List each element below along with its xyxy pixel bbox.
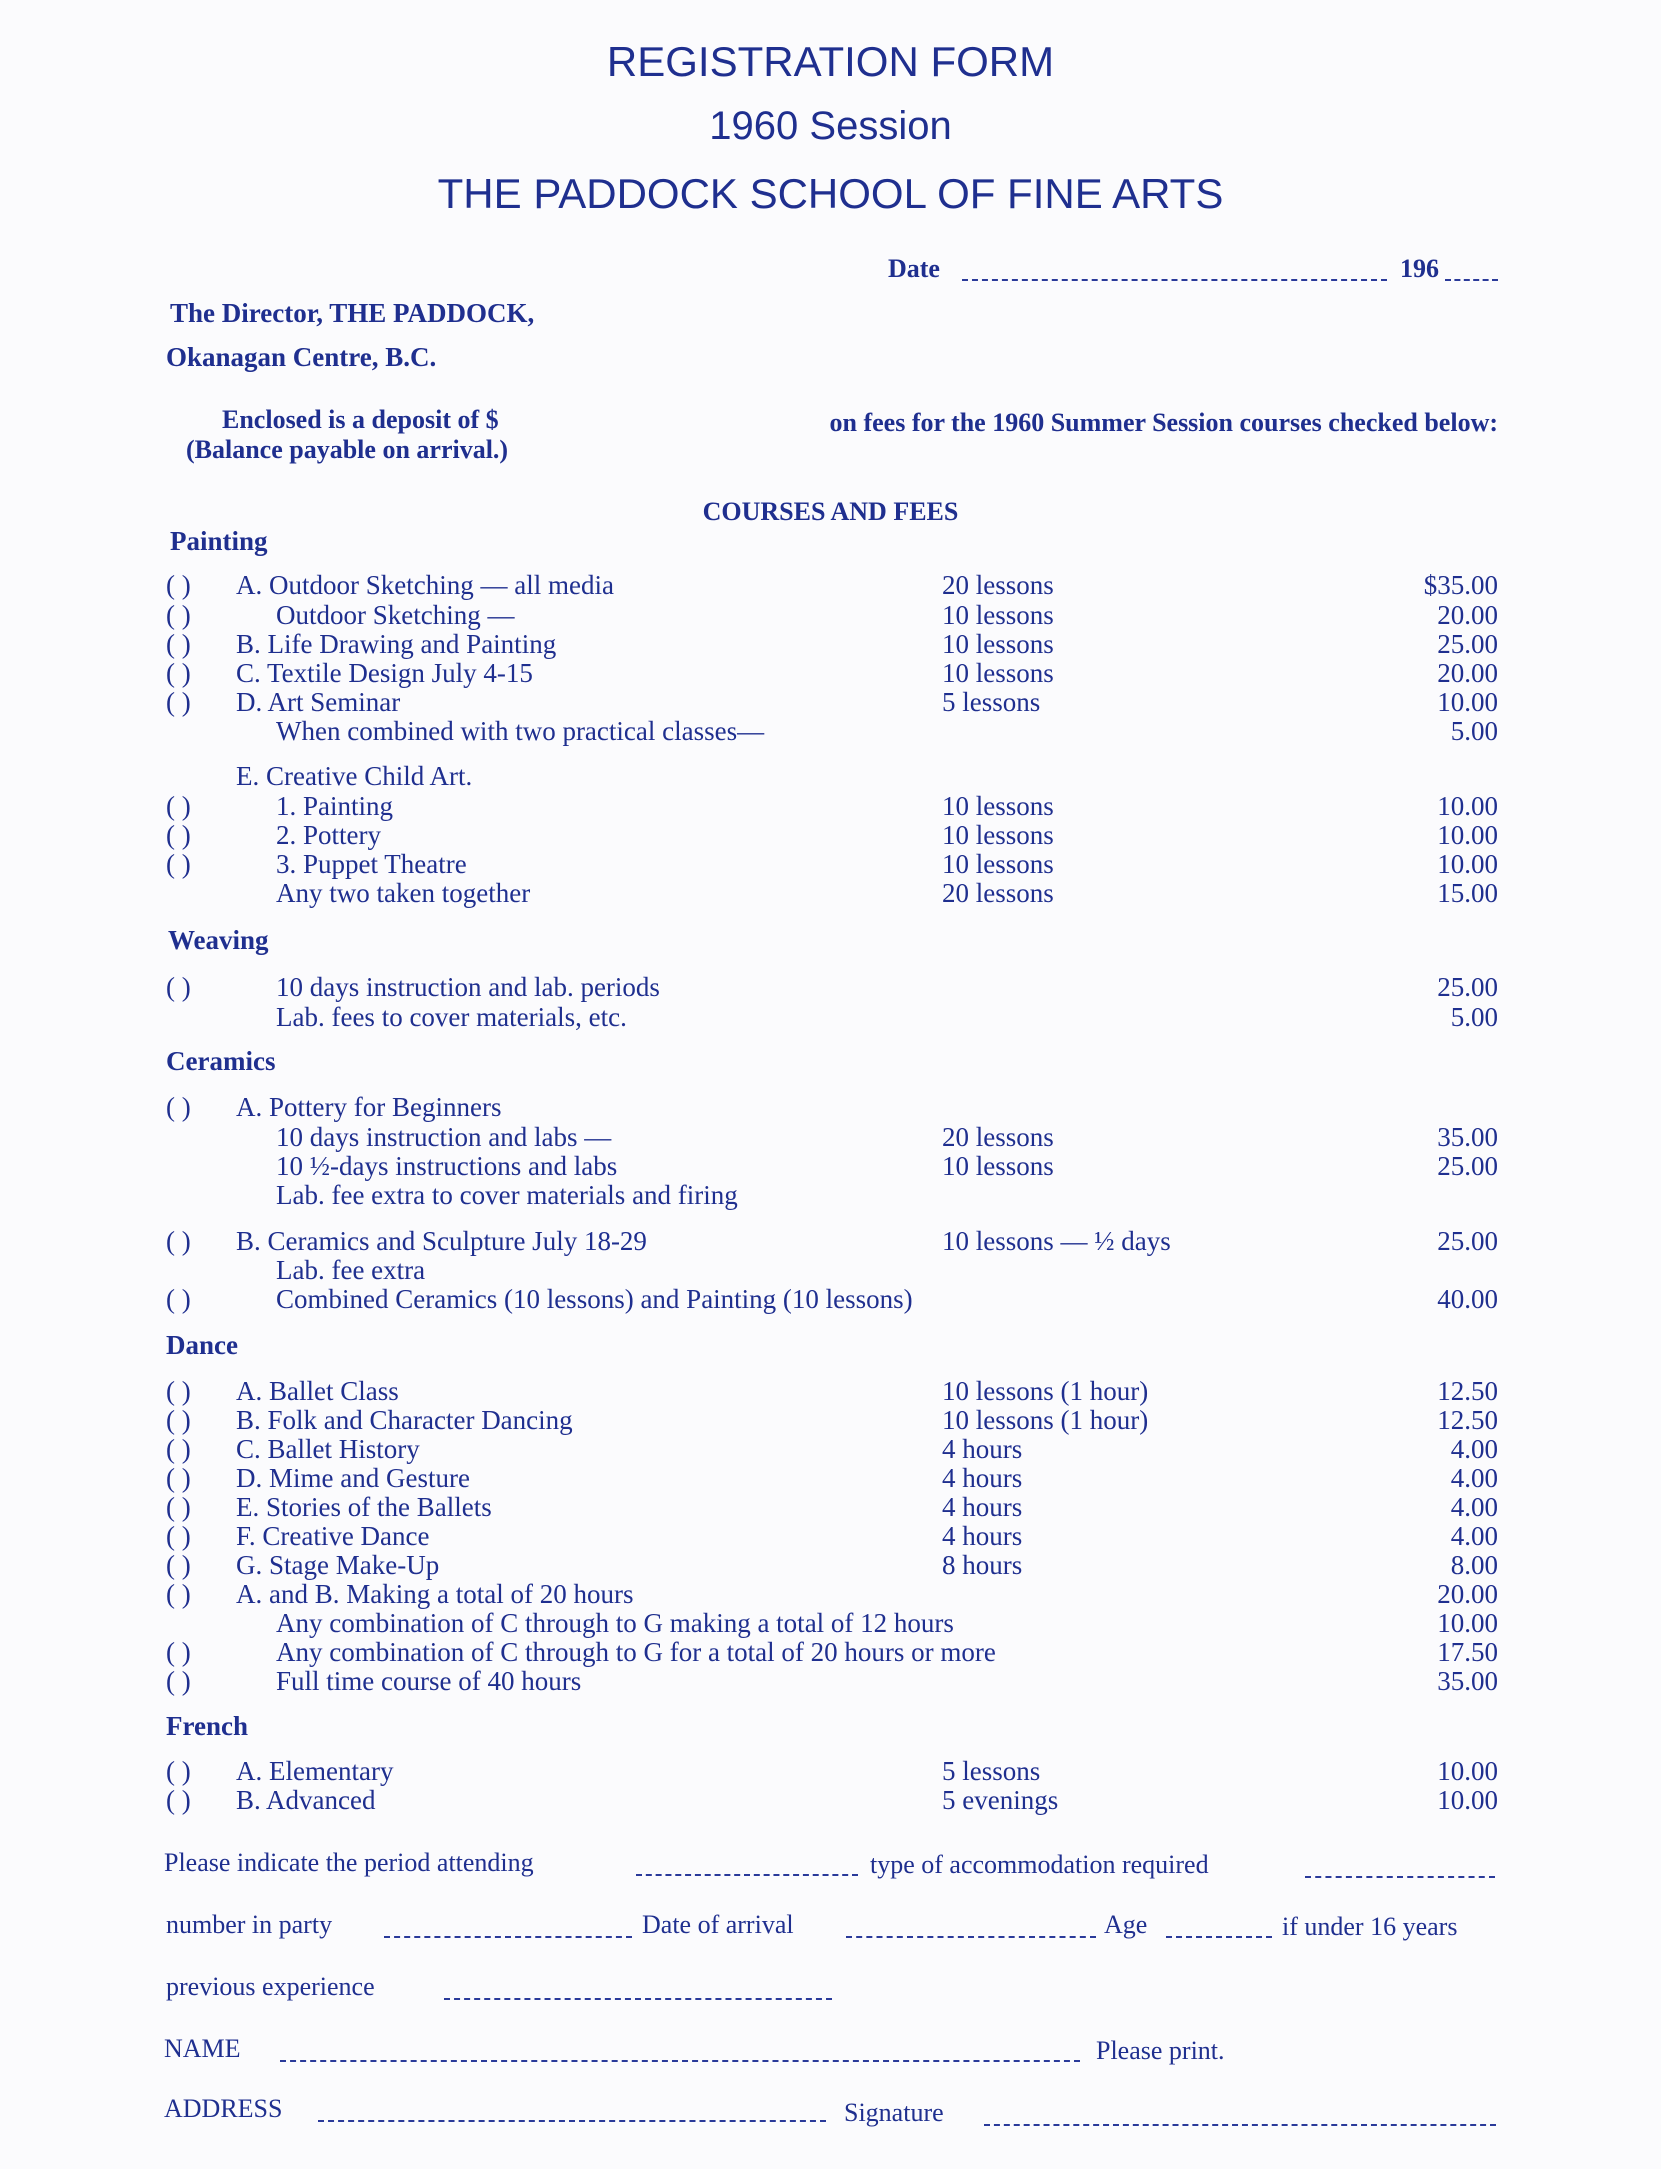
course-fee: 10.00 [1437, 820, 1498, 850]
signature-label: Signature [844, 2098, 944, 2127]
course-lessons: 20 lessons [942, 570, 1054, 600]
course-description: C. Textile Design July 4-15 [236, 658, 533, 688]
course-lessons: 4 hours [942, 1492, 1023, 1522]
course-fee: 5.00 [1450, 716, 1498, 746]
course-fee: 40.00 [1437, 1284, 1498, 1314]
course-fee: 17.50 [1437, 1637, 1498, 1667]
course-row [0, 716, 1661, 745]
course-description: A. Ballet Class [236, 1376, 399, 1406]
course-fee: 5.00 [1450, 1002, 1498, 1032]
course-description: B. Life Drawing and Painting [236, 629, 557, 659]
course-fee: 12.50 [1437, 1376, 1498, 1406]
course-fee: 20.00 [1437, 658, 1498, 688]
section-dance: Dance [166, 1330, 238, 1360]
course-row [0, 1637, 1661, 1666]
course-row [0, 1226, 1661, 1255]
course-description: Combined Ceramics (10 lessons) and Painting (10 lessons) [276, 1284, 913, 1314]
date-label: Date [888, 254, 940, 283]
balance-note: (Balance payable on arrival.) [186, 435, 509, 464]
course-checkbox[interactable]: ( ) [166, 849, 191, 879]
course-row [0, 658, 1661, 687]
course-checkbox[interactable]: ( ) [166, 1434, 191, 1464]
course-checkbox[interactable]: ( ) [166, 1463, 191, 1493]
age-field[interactable] [1166, 1936, 1272, 1938]
course-lessons: 20 lessons [942, 1122, 1054, 1152]
age-label: Age [1104, 1910, 1148, 1939]
course-description: D. Art Seminar [236, 687, 401, 717]
course-fee: 10.00 [1437, 1608, 1498, 1638]
course-checkbox[interactable]: ( ) [166, 820, 191, 850]
course-checkbox[interactable]: ( ) [166, 600, 191, 630]
course-lessons: 10 lessons [942, 629, 1054, 659]
course-fee: 12.50 [1437, 1405, 1498, 1435]
course-row [0, 1376, 1661, 1405]
course-checkbox[interactable]: ( ) [166, 791, 191, 821]
course-row [0, 1492, 1661, 1521]
course-description: B. Ceramics and Sculpture July 18-29 [236, 1226, 647, 1256]
course-checkbox[interactable]: ( ) [166, 1579, 191, 1609]
party-field[interactable] [384, 1936, 632, 1938]
course-fee: 4.00 [1450, 1521, 1498, 1551]
course-description: C. Ballet History [236, 1434, 420, 1464]
name-field[interactable] [280, 2060, 1080, 2062]
course-description: When combined with two practical classes— [276, 716, 765, 746]
course-fee: 4.00 [1450, 1434, 1498, 1464]
course-description: Any two taken together [276, 878, 531, 908]
experience-label: previous experience [166, 1972, 375, 2001]
course-checkbox[interactable]: ( ) [166, 1284, 191, 1314]
arrival-field[interactable] [846, 1936, 1096, 1938]
course-lessons: 10 lessons [942, 600, 1054, 630]
course-lessons: 5 lessons [942, 687, 1041, 717]
course-row [0, 687, 1661, 716]
date-year-field[interactable] [1445, 279, 1498, 281]
course-lessons: 10 lessons [942, 658, 1054, 688]
course-fee: 10.00 [1437, 1756, 1498, 1786]
accommodation-label: type of accommodation required [870, 1850, 1209, 1879]
course-row [0, 849, 1661, 878]
course-description: B. Folk and Character Dancing [236, 1405, 573, 1435]
period-label: Please indicate the period attending [164, 1848, 534, 1877]
course-checkbox[interactable]: ( ) [166, 1785, 191, 1815]
course-lessons: 5 lessons [942, 1756, 1041, 1786]
course-description: G. Stage Make-Up [236, 1550, 440, 1580]
course-description: 10 days instruction and lab. periods [276, 972, 660, 1002]
section-weaving: Weaving [168, 925, 269, 955]
course-description: Lab. fee extra to cover materials and firing [276, 1180, 738, 1210]
course-description: 10 ½-days instructions and labs [276, 1151, 618, 1181]
course-checkbox[interactable]: ( ) [166, 629, 191, 659]
course-row [0, 1579, 1661, 1608]
course-lessons: 10 lessons [942, 849, 1054, 879]
address-field[interactable] [318, 2120, 826, 2122]
course-row [0, 1255, 1661, 1284]
address-label: ADDRESS [164, 2094, 283, 2123]
experience-field[interactable] [444, 1998, 832, 2000]
party-label: number in party [166, 1910, 333, 1939]
course-checkbox[interactable]: ( ) [166, 570, 191, 600]
date-field[interactable] [962, 279, 1387, 281]
session-title: 1960 Session [709, 104, 952, 148]
course-description: Outdoor Sketching — [276, 600, 515, 630]
course-row [0, 1180, 1661, 1209]
school-name: THE PADDOCK SCHOOL OF FINE ARTS [437, 170, 1224, 217]
course-fee: $35.00 [1423, 570, 1498, 600]
course-description: Any combination of C through to G for a total of 20 hours or more [276, 1637, 996, 1667]
course-fee: 8.00 [1450, 1550, 1498, 1580]
course-row [0, 972, 1661, 1001]
course-description: A. Pottery for Beginners [236, 1092, 502, 1122]
course-description: Full time course of 40 hours [276, 1666, 582, 1696]
course-row [0, 1550, 1661, 1579]
course-lessons: 10 lessons — ½ days [942, 1226, 1171, 1256]
course-description: Lab. fees to cover materials, etc. [276, 1002, 627, 1032]
course-row [0, 1463, 1661, 1492]
course-checkbox[interactable]: ( ) [166, 1666, 191, 1696]
course-checkbox[interactable]: ( ) [166, 1756, 191, 1786]
course-fee: 20.00 [1437, 600, 1498, 630]
course-lessons: 4 hours [942, 1521, 1023, 1551]
course-description: Any combination of C through to G making a total of 12 hours [276, 1608, 954, 1638]
course-lessons: 8 hours [942, 1550, 1023, 1580]
course-fee: 25.00 [1437, 1226, 1498, 1256]
course-row [0, 820, 1661, 849]
course-fee: 25.00 [1437, 1151, 1498, 1181]
course-row [0, 1608, 1661, 1637]
course-row [0, 1756, 1661, 1785]
course-fee: 20.00 [1437, 1579, 1498, 1609]
course-description: D. Mime and Gesture [236, 1463, 470, 1493]
course-description: F. Creative Dance [236, 1521, 430, 1551]
section-painting: Painting [170, 526, 268, 556]
course-description: 10 days instruction and labs — [276, 1122, 612, 1152]
course-row [0, 1521, 1661, 1550]
courses-heading: COURSES AND FEES [702, 497, 959, 526]
course-row [0, 878, 1661, 907]
course-fee: 25.00 [1437, 972, 1498, 1002]
print-note: Please print. [1096, 2036, 1225, 2065]
course-checkbox[interactable]: ( ) [166, 1550, 191, 1580]
course-row [0, 1405, 1661, 1434]
course-checkbox[interactable]: ( ) [166, 1637, 191, 1667]
signature-field[interactable] [984, 2124, 1496, 2126]
course-row [0, 629, 1661, 658]
course-lessons: 10 lessons (1 hour) [942, 1405, 1149, 1435]
course-description: B. Advanced [236, 1785, 376, 1815]
course-lessons: 5 evenings [942, 1785, 1059, 1815]
section-french: French [166, 1711, 248, 1741]
course-lessons: 10 lessons [942, 791, 1054, 821]
course-description: 1. Painting [276, 791, 394, 821]
course-row [0, 1434, 1661, 1463]
course-lessons: 20 lessons [942, 878, 1054, 908]
course-fee: 10.00 [1437, 849, 1498, 879]
course-checkbox[interactable]: ( ) [166, 1492, 191, 1522]
course-checkbox[interactable]: ( ) [166, 1405, 191, 1435]
address-line-1: The Director, THE PADDOCK, [170, 298, 535, 328]
course-row [0, 600, 1661, 629]
under-16-label: if under 16 years [1282, 1912, 1458, 1941]
course-lessons: 10 lessons [942, 1151, 1054, 1181]
course-checkbox[interactable]: ( ) [166, 972, 191, 1002]
course-row [0, 1122, 1661, 1151]
course-row [0, 1151, 1661, 1180]
course-fee: 4.00 [1450, 1463, 1498, 1493]
course-description: E. Creative Child Art. [236, 761, 473, 791]
accommodation-field[interactable] [1305, 1876, 1495, 1878]
course-row [0, 1002, 1661, 1031]
date-year-prefix: 196 [1400, 254, 1439, 283]
course-row [0, 1785, 1661, 1814]
course-row [0, 761, 1661, 790]
course-row [0, 1666, 1661, 1695]
course-description: 2. Pottery [276, 820, 381, 850]
course-description: Lab. fee extra [276, 1255, 426, 1285]
course-fee: 35.00 [1437, 1666, 1498, 1696]
course-checkbox[interactable]: ( ) [166, 658, 191, 688]
course-row [0, 1284, 1661, 1313]
address-line-2: Okanagan Centre, B.C. [166, 342, 437, 372]
deposit-courses-text: on fees for the 1960 Summer Session courses checked below: [829, 408, 1498, 437]
course-lessons: 4 hours [942, 1434, 1023, 1464]
form-title: REGISTRATION FORM [606, 38, 1055, 85]
course-fee: 15.00 [1437, 878, 1498, 908]
course-fee: 25.00 [1437, 629, 1498, 659]
course-checkbox[interactable]: ( ) [166, 1226, 191, 1256]
course-lessons: 10 lessons [942, 820, 1054, 850]
course-description: A. and B. Making a total of 20 hours [236, 1579, 634, 1609]
course-description: E. Stories of the Ballets [236, 1492, 492, 1522]
course-row [0, 1092, 1661, 1121]
deposit-line: Enclosed is a deposit of $ [222, 405, 499, 434]
course-fee: 35.00 [1437, 1122, 1498, 1152]
course-lessons: 4 hours [942, 1463, 1023, 1493]
course-lessons: 10 lessons (1 hour) [942, 1376, 1149, 1406]
course-description: A. Elementary [236, 1756, 394, 1786]
course-fee: 4.00 [1450, 1492, 1498, 1522]
course-description: 3. Puppet Theatre [276, 849, 467, 879]
name-label: NAME [164, 2034, 241, 2063]
course-fee: 10.00 [1437, 791, 1498, 821]
period-field[interactable] [636, 1874, 858, 1876]
course-checkbox[interactable]: ( ) [166, 687, 191, 717]
course-row [0, 791, 1661, 820]
course-checkbox[interactable]: ( ) [166, 1376, 191, 1406]
course-fee: 10.00 [1437, 687, 1498, 717]
course-checkbox[interactable]: ( ) [166, 1521, 191, 1551]
course-description: A. Outdoor Sketching — all media [236, 570, 614, 600]
course-row [0, 570, 1661, 599]
arrival-label: Date of arrival [642, 1910, 794, 1939]
section-ceramics: Ceramics [166, 1046, 276, 1076]
course-fee: 10.00 [1437, 1785, 1498, 1815]
course-checkbox[interactable]: ( ) [166, 1092, 191, 1122]
